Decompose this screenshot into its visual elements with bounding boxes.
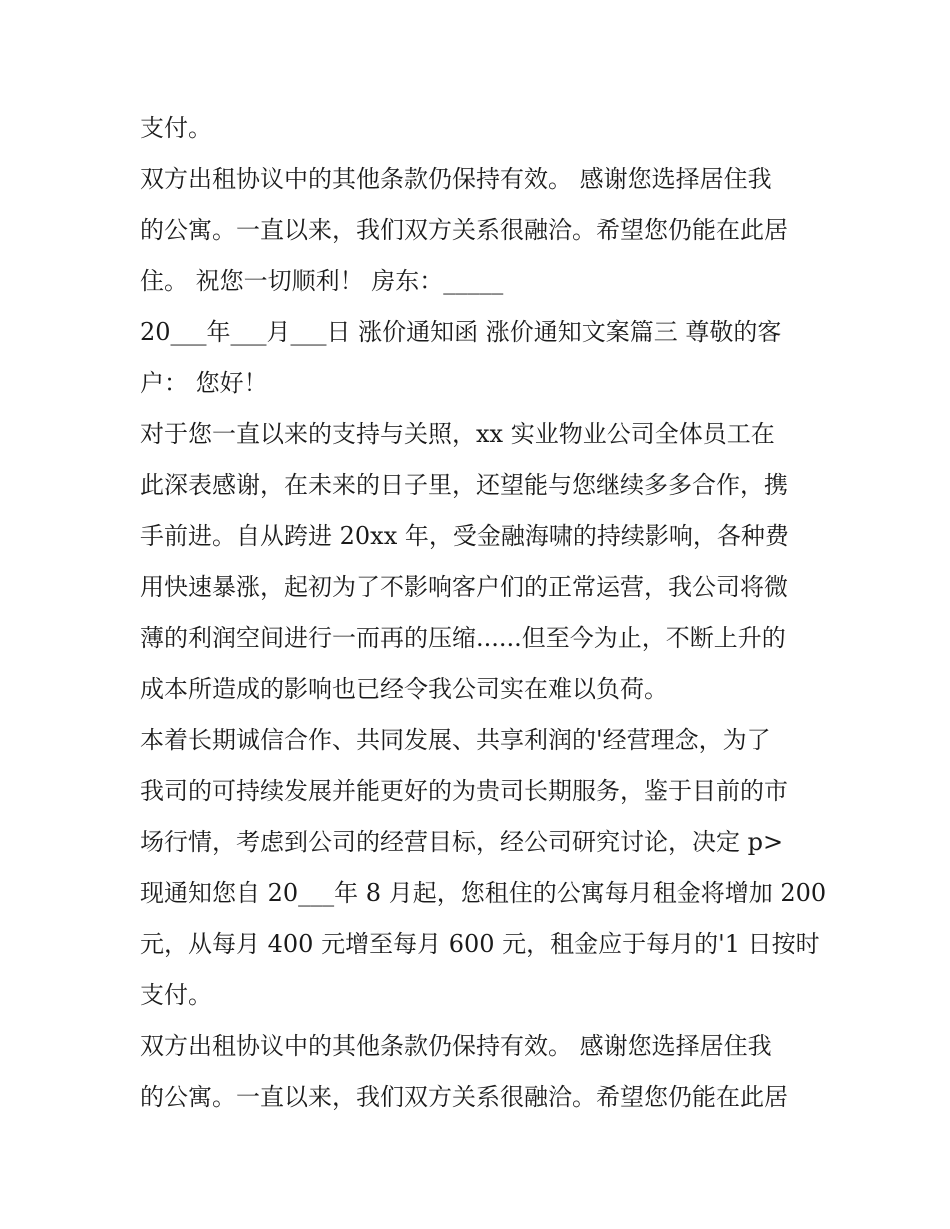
text-line: 薄的利润空间进行一而再的压缩......但至今为止，不断上升的 xyxy=(140,624,786,652)
text-line: 我司的可持续发展并能更好的为贵司长期服务，鉴于目前的市 xyxy=(140,777,788,805)
text-line: 现通知您自 20___年 8 月起，您租住的公寓每月租金将增加 200 xyxy=(140,879,827,907)
text-line: 本着长期诚信合作、共同发展、共享利润的'经营理念，为了 xyxy=(140,726,771,754)
text-line: 户： 您好！ xyxy=(140,369,268,397)
text-line: 支付。 xyxy=(140,114,212,142)
text-line: 元，从每月 400 元增至每月 600 元，租金应于每月的'1 日按时 xyxy=(140,930,820,958)
text-line: 场行情，考虑到公司的经营目标，经公司研究讨论，决定 p> xyxy=(140,828,784,856)
text-line: 双方出租协议中的其他条款仍保持有效。 感谢您选择居住我 xyxy=(140,1032,772,1060)
text-line: 的公寓。一直以来，我们双方关系很融洽。希望您仍能在此居 xyxy=(140,216,788,244)
text-line: 成本所造成的影响也已经令我公司实在难以负荷。 xyxy=(140,675,668,703)
text-line: 支付。 xyxy=(140,981,212,1009)
text-line: 双方出租协议中的其他条款仍保持有效。 感谢您选择居住我 xyxy=(140,165,772,193)
text-line: 手前进。自从跨进 20xx 年，受金融海啸的持续影响，各种费 xyxy=(140,522,789,550)
document-body xyxy=(140,103,830,1123)
text-line: 住。 祝您一切顺利！ 房东：_____ xyxy=(140,267,504,295)
text-line: 的公寓。一直以来，我们双方关系很融洽。希望您仍能在此居 xyxy=(140,1083,788,1111)
text-line: 20___年___月___日 涨价通知函 涨价通知文案篇三 尊敬的客 xyxy=(140,318,782,346)
text-line: 对于您一直以来的支持与关照，xx 实业物业公司全体员工在 xyxy=(140,420,775,448)
text-line: 此深表感谢，在未来的日子里，还望能与您继续多多合作，携 xyxy=(140,471,788,499)
text-line: 用快速暴涨，起初为了不影响客户们的正常运营，我公司将微 xyxy=(140,573,788,601)
